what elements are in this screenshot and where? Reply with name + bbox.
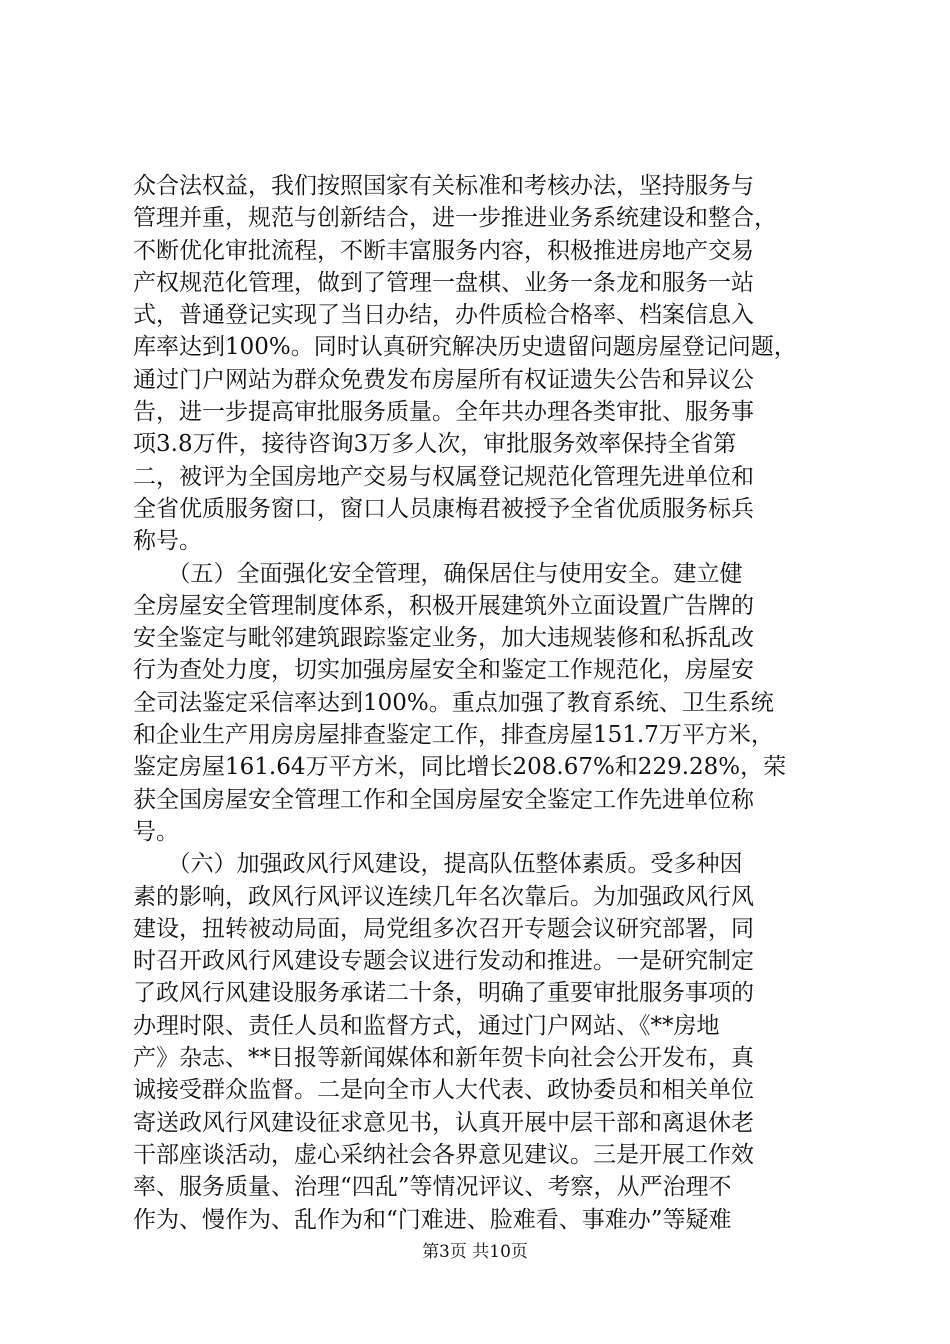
section-heading-line: （六）加强政风行风建设，提高队伍整体素质。受多种因 [133, 851, 743, 878]
text-line: 全房屋安全管理制度体系，积极开展建筑外立面设置广告牌的 [133, 592, 754, 619]
text-line: 全省优质服务窗口，窗口人员康梅君被授予全省优质服务标兵 [133, 495, 754, 522]
text-line: 库率达到100%。同时认真研究解决历史遗留问题房屋登记问题， [133, 334, 797, 361]
text-line: 作为、慢作为、乱作为和“门难进、脸难看、事难办”等疑难 [133, 1206, 732, 1233]
text-line: 号。 [133, 818, 179, 845]
text-line: 获全国房屋安全管理工作和全国房屋安全鉴定工作先进单位称 [133, 786, 754, 813]
body-text [133, 170, 833, 1236]
text-line: 和企业生产用房房屋排查鉴定工作，排查房屋151.7万平方米， [133, 722, 774, 749]
text-line: 建设，扭转被动局面，局党组多次召开专题会议研究部署，同 [133, 915, 754, 942]
text-line: 素的影响，政风行风评议连续几年名次靠后。为加强政风行风 [133, 883, 754, 910]
text-line: 产》杂志、**日报等新闻媒体和新年贺卡向社会公开发布，真 [133, 1045, 754, 1072]
text-line: 全司法鉴定采信率达到100%。重点加强了教育系统、卫生系统 [133, 689, 774, 716]
text-line: 诚接受群众监督。二是向全市人大代表、政协委员和相关单位 [133, 1077, 754, 1104]
text-line: 众合法权益，我们按照国家有关标准和考核办法，坚持服务与 [133, 173, 754, 199]
text-line: 项3.8万件，接待咨询3万多人次，审批服务效率保持全省第 [133, 431, 737, 458]
text-line: 办理时限、责任人员和监督方式，通过门户网站、《**房地 [133, 1012, 720, 1039]
text-line: 鉴定房屋161.64万平方米，同比增长208.67%和229.28%，荣 [133, 754, 787, 781]
text-line: 时召开政风行风建设专题会议进行发动和推进。一是研究制定 [133, 948, 754, 975]
section-heading-line: （五）全面强化安全管理，确保居住与使用安全。建立健 [133, 560, 743, 587]
text-line: 了政风行风建设服务承诺二十条，明确了重要审批服务事项的 [133, 980, 754, 1007]
text-line: 行为查处力度，切实加强房屋安全和鉴定工作规范化，房屋安 [133, 657, 754, 684]
text-line: 通过门户网站为群众免费发布房屋所有权证遗失公告和异议公 [133, 366, 754, 393]
text-line: 式，普通登记实现了当日办结，办件质检合格率、档案信息入 [133, 302, 754, 329]
page-number-footer: 第3页 共10页 [422, 1242, 528, 1262]
text-line: 安全鉴定与毗邻建筑跟踪鉴定业务，加大违规装修和私拆乱改 [133, 625, 754, 652]
text-line: 产权规范化管理，做到了管理一盘棋、业务一条龙和服务一站 [133, 269, 754, 296]
text-line: 称号。 [133, 528, 202, 555]
text-line: 管理并重，规范与创新结合，进一步推进业务系统建设和整合， [133, 205, 777, 232]
text-line: 不断优化审批流程，不断丰富服务内容，积极推进房地产交易 [133, 237, 754, 264]
text-line: 率、服务质量、治理“四乱”等情况评议、考察，从严治理不 [133, 1174, 732, 1201]
text-line: 寄送政风行风建设征求意见书，认真开展中层干部和离退休老 [133, 1109, 754, 1136]
text-line: 干部座谈活动，虚心采纳社会各界意见建议。三是开展工作效 [133, 1141, 754, 1168]
text-line: 告，进一步提高审批服务质量。全年共办理各类审批、服务事 [133, 399, 754, 426]
text-line: 二，被评为全国房地产交易与权属登记规范化管理先进单位和 [133, 463, 754, 490]
